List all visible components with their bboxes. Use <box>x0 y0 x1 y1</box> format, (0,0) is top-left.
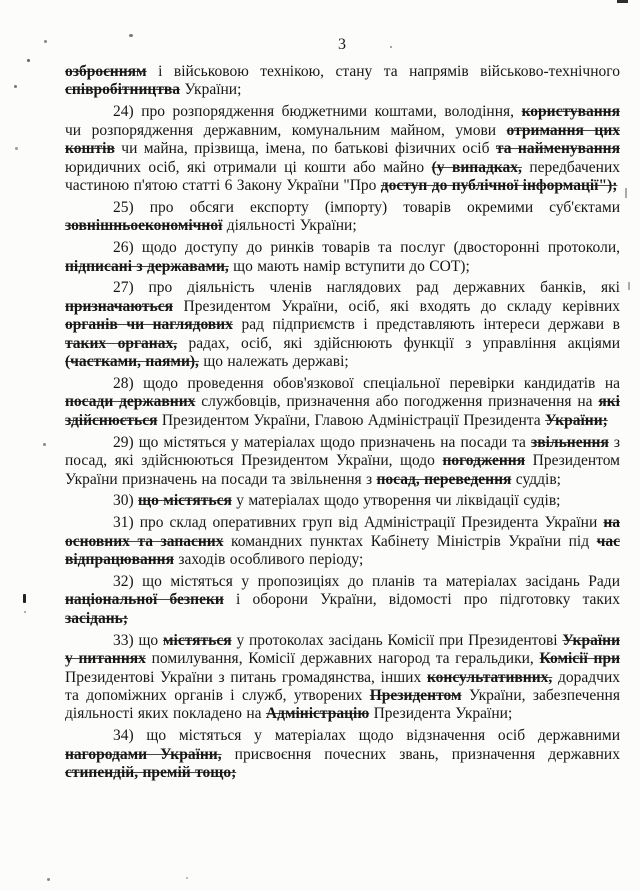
scan-speck <box>129 34 133 37</box>
scan-speck <box>44 40 47 43</box>
text-run: що мають намір вступити до СОТ); <box>228 257 470 275</box>
smudged-text: (частками, паями), <box>65 353 199 371</box>
scan-speck <box>24 611 26 613</box>
scan-speck <box>43 443 46 446</box>
text-run: 32) що містяться у пропозиціях до планів та матеріалах засідань Ради <box>113 573 620 591</box>
smudged-text: що містяться <box>138 492 232 510</box>
paragraph-26 <box>65 239 620 276</box>
paragraph-33 <box>65 632 620 724</box>
paragraph-24 <box>65 103 620 195</box>
smudged-text: органів чи наглядових <box>65 316 233 334</box>
scan-artifact-right-tick <box>625 188 627 198</box>
smudged-text: містяться <box>163 631 232 649</box>
smudged-text: на основних та запасних <box>65 514 620 550</box>
smudged-text: співробітництва <box>65 81 181 99</box>
paragraph-28 <box>65 375 620 430</box>
text-run: заходів особливого періоду; <box>173 551 364 569</box>
smudged-text: доступ до публічної інформації"); <box>380 176 618 194</box>
smudged-text: зовнішньоекономічної <box>65 217 223 235</box>
paragraph-list <box>65 63 620 783</box>
text-run: 30) <box>113 492 139 510</box>
paragraph-29 <box>65 434 620 489</box>
text-run: юридичних осіб, які отримали ці кошти або майно <box>65 158 432 176</box>
smudged-text: консультативних, <box>426 668 553 686</box>
smudged-text: які здійснюється <box>65 393 620 429</box>
smudged-text: призначаються <box>65 297 173 315</box>
paragraph-34 <box>65 727 620 782</box>
smudged-text: погодження <box>442 452 526 470</box>
text-run: 31) про склад оперативних груп від Адміністрації Президента України <box>113 514 604 532</box>
smudged-text: нагородами України, <box>65 745 222 763</box>
paragraph-27 <box>65 279 620 371</box>
text-run: передбачених частиною п'ятою статті 6 Закону України "Про <box>65 158 620 194</box>
smudged-text: озброєнням <box>65 63 147 80</box>
paragraph-32 <box>65 573 620 628</box>
smudged-text: (у випадках, <box>431 158 522 176</box>
smudged-text: України; <box>545 411 608 429</box>
smudged-text: підписані з державами, <box>65 257 229 275</box>
smudged-text: Комісії при <box>539 650 621 668</box>
text-run: з посад, які здійснюються Президентом України, щодо <box>65 433 621 470</box>
text-run: 29) що містяться у матеріалах щодо призначень на посади та <box>113 433 531 451</box>
smudged-text: національної безпеки <box>65 591 224 609</box>
text-run: України; <box>180 81 242 99</box>
smudged-text: час відпрацювання <box>65 532 621 569</box>
scan-speck <box>15 147 18 150</box>
smudged-text: Президентом <box>369 687 462 704</box>
text-run: Президентом України, осіб, які входять до складу керівних <box>172 297 620 315</box>
text-run: України, забезпечення діяльності яких покладено на <box>65 687 620 723</box>
scan-speck <box>27 59 30 62</box>
smudged-text: стипендій, премій тощо; <box>65 764 237 782</box>
text-run: 34) що містяться у матеріалах щодо відзначення осіб державними <box>113 727 620 745</box>
text-run: 25) про обсяги експорту (імпорту) товарів окремими суб'єктами <box>113 198 620 216</box>
text-run: чи розпорядження державним, комунальним майном, умови <box>65 121 507 139</box>
text-run: Президентові України з питань громадянства, інших <box>65 668 427 686</box>
text-run: присвоєння почесних звань, призначення державних <box>221 745 620 763</box>
text-run: помилування, Комісії державних нагород та геральдики, <box>145 650 540 668</box>
scan-speck <box>14 85 17 88</box>
scan-speck <box>47 878 50 881</box>
text-run: чи майна, прізвища, імена, по батькові фізичних осіб <box>114 140 496 158</box>
text-run: дорадчих та допоміжних органів і служб, утворених <box>65 668 620 704</box>
text-run: і військовою технікою, стану та напрямів військово-технічного <box>146 63 620 80</box>
text-run: і оборони України, відомості про підготовку таких <box>223 591 620 609</box>
smudged-text: засідань; <box>65 609 129 627</box>
text-run: Президента України; <box>369 705 513 723</box>
scan-speck <box>186 877 188 879</box>
smudged-text: та найменування <box>495 140 620 158</box>
text-run: 27) про діяльність членів наглядових рад державних банків, які <box>113 279 620 297</box>
scan-artifact-exclamation-mark <box>23 594 26 603</box>
text-run: діяльності України; <box>222 217 357 235</box>
scan-artifact-top-right-dash <box>617 0 628 3</box>
smudged-text: звільнення <box>530 433 609 451</box>
text-run: службовців, призначення або погодження призначення на <box>195 393 599 411</box>
paragraph-30 <box>65 492 620 510</box>
text-run: що належать державі; <box>198 353 349 371</box>
paragraph-25 <box>65 199 620 236</box>
text-run: суддів; <box>511 470 561 488</box>
paragraph-continuation <box>65 63 620 100</box>
scan-speck <box>390 46 392 48</box>
smudged-text: України у питаннях <box>65 631 620 668</box>
text-run: 28) щодо проведення обов'язкової спеціальної перевірки кандидатів на <box>113 375 620 392</box>
smudged-text: посади державних <box>65 393 196 411</box>
smudged-text: користування <box>521 103 620 121</box>
text-run: командних пунктах Кабінету Міністрів України під <box>223 532 597 550</box>
text-run: 33) що <box>113 631 163 649</box>
page-number: 3 <box>338 36 347 53</box>
smudged-text: таких органах, <box>65 334 178 352</box>
text-run: рад підприємств і представляють інтереси держави в <box>232 316 620 334</box>
text-run: радах, осіб, які здійснюють функції з управління акціями <box>177 334 620 352</box>
text-run: Президентом України призначень на посади та звільнення з <box>65 452 620 488</box>
text-run: 24) про розпорядження бюджетними коштами, володіння, <box>113 103 522 121</box>
smudged-text: отримання цих коштів <box>65 121 620 158</box>
text-run: Президентом України, Главою Адміністрації Президента <box>157 411 546 429</box>
smudged-text: посад, переведення <box>376 470 512 488</box>
smudged-text: Адміністрацію <box>265 705 370 723</box>
text-run: у протоколах засідань Комісії при Президентові <box>231 631 563 649</box>
paragraph-31 <box>65 514 620 569</box>
text-run: у матеріалах щодо утворення чи ліквідації судів; <box>231 492 561 510</box>
scan-artifact-right-tick <box>628 282 630 290</box>
text-run: 26) щодо доступу до ринків товарів та послуг (двосторонні протоколи, <box>113 239 620 257</box>
